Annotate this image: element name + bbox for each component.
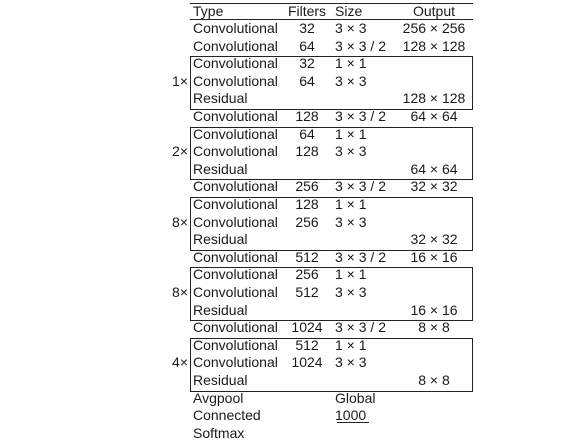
row-output: [392, 55, 476, 73]
row-filters: 128: [295, 196, 319, 212]
row-output: [392, 196, 476, 214]
row-size: 3 × 3 / 2: [335, 37, 386, 54]
row-size: 3 × 3: [335, 213, 367, 230]
row-filters: 1024: [291, 354, 323, 371]
row-size: 1 × 1: [335, 55, 367, 72]
row-filters: 64: [299, 37, 315, 54]
row-output: [392, 214, 476, 232]
row-output: [392, 284, 476, 302]
row-type: Convolutional: [193, 72, 278, 89]
row-filters: 512: [295, 336, 319, 353]
row-filters: 256: [295, 213, 319, 230]
row-output: [392, 337, 476, 355]
row-filters: 256: [295, 178, 319, 195]
block-multiplier: 4×: [172, 354, 188, 371]
row-size: 3 × 3 / 2: [335, 108, 386, 124]
row-filters: [286, 372, 328, 390]
row-output: [392, 143, 476, 161]
row-size: 3 × 3: [335, 143, 367, 160]
row-filters: [286, 161, 328, 179]
row-output: 128 × 128: [402, 90, 466, 107]
row-output: 64 × 64: [410, 108, 458, 124]
row-filters: 512: [295, 248, 319, 265]
row-filters: [286, 425, 328, 442]
row-output: [392, 390, 476, 408]
row-type: Avgpool: [193, 389, 244, 406]
row-type: Convolutional: [193, 319, 278, 336]
row-size: 1 × 1: [335, 336, 367, 353]
row-type: Convolutional: [193, 266, 278, 283]
row-size: 3 × 3 / 2: [335, 319, 386, 336]
row-filters: 64: [299, 72, 315, 89]
row-size: 3 × 3 / 2: [335, 178, 386, 195]
row-type: Convolutional: [193, 196, 278, 212]
row-type: Convolutional: [193, 37, 278, 54]
block-multiplier: 1×: [172, 72, 188, 89]
row-output: 128 × 128: [402, 37, 466, 54]
row-size: 3 × 3: [335, 284, 367, 300]
row-type: Convolutional: [193, 284, 278, 300]
row-type: Residual: [193, 90, 248, 107]
row-size: 3 × 3: [335, 20, 367, 36]
row-size: 1 × 1: [335, 266, 367, 283]
row-filters: [286, 302, 328, 320]
row-filters: [286, 407, 328, 425]
row-filters: 512: [295, 284, 319, 300]
row-filters: [286, 390, 328, 408]
block-multiplier: 8×: [172, 284, 188, 300]
header-output: Output: [412, 3, 456, 19]
row-output: [392, 126, 476, 144]
row-output: 32 × 32: [410, 178, 458, 195]
row-size: 1 × 1: [335, 196, 367, 212]
block-multiplier: 8×: [172, 213, 188, 230]
row-type: Residual: [193, 231, 248, 248]
row-output: [392, 354, 476, 372]
row-type: Convolutional: [193, 108, 278, 124]
header-filters: Filters: [287, 3, 327, 19]
row-type: Residual: [193, 372, 248, 388]
header-type: Type: [193, 3, 224, 19]
row-output: 8 × 8: [418, 319, 450, 336]
row-type: Convolutional: [193, 213, 278, 230]
row-type: Convolutional: [193, 20, 278, 36]
row-output: [392, 266, 476, 284]
row-filters: 128: [295, 108, 319, 124]
row-filters: 64: [299, 125, 315, 142]
row-type: Convolutional: [193, 354, 278, 371]
row-type: Residual: [193, 160, 248, 177]
row-type: Connected: [193, 407, 261, 424]
row-output: 16 × 16: [410, 301, 458, 318]
row-type: Convolutional: [193, 248, 278, 265]
row-output: [392, 407, 476, 425]
row-size: 3 × 3: [335, 72, 367, 89]
row-size: 1000: [335, 407, 367, 424]
row-filters: [286, 90, 328, 108]
row-type: Convolutional: [193, 178, 278, 195]
row-output: 32 × 32: [410, 231, 458, 248]
row-output: 16 × 16: [410, 248, 458, 265]
row-filters: 256: [295, 266, 319, 283]
row-size: 3 × 3 / 2: [335, 248, 386, 265]
row-output: 64 × 64: [410, 160, 458, 177]
row-filters: 1024: [291, 319, 323, 336]
row-output: [392, 425, 476, 442]
row-type: Convolutional: [193, 125, 278, 142]
row-size: 1 × 1: [335, 125, 367, 142]
row-type: Softmax: [193, 424, 245, 441]
row-type: Convolutional: [193, 55, 278, 72]
block-multiplier: 2×: [172, 143, 188, 160]
header-size: Size: [335, 3, 363, 19]
row-size: Global: [335, 389, 376, 406]
row-filters: 32: [299, 20, 315, 36]
row-filters: [286, 231, 328, 249]
row-output: 8 × 8: [418, 372, 450, 388]
row-type: Convolutional: [193, 336, 278, 353]
row-type: Convolutional: [193, 143, 278, 160]
row-size: 3 × 3: [335, 354, 367, 371]
row-output: 256 × 256: [402, 20, 466, 36]
row-output: [392, 73, 476, 91]
row-filters: 32: [299, 55, 315, 72]
row-filters: 128: [295, 143, 319, 160]
row-type: Residual: [193, 301, 248, 318]
